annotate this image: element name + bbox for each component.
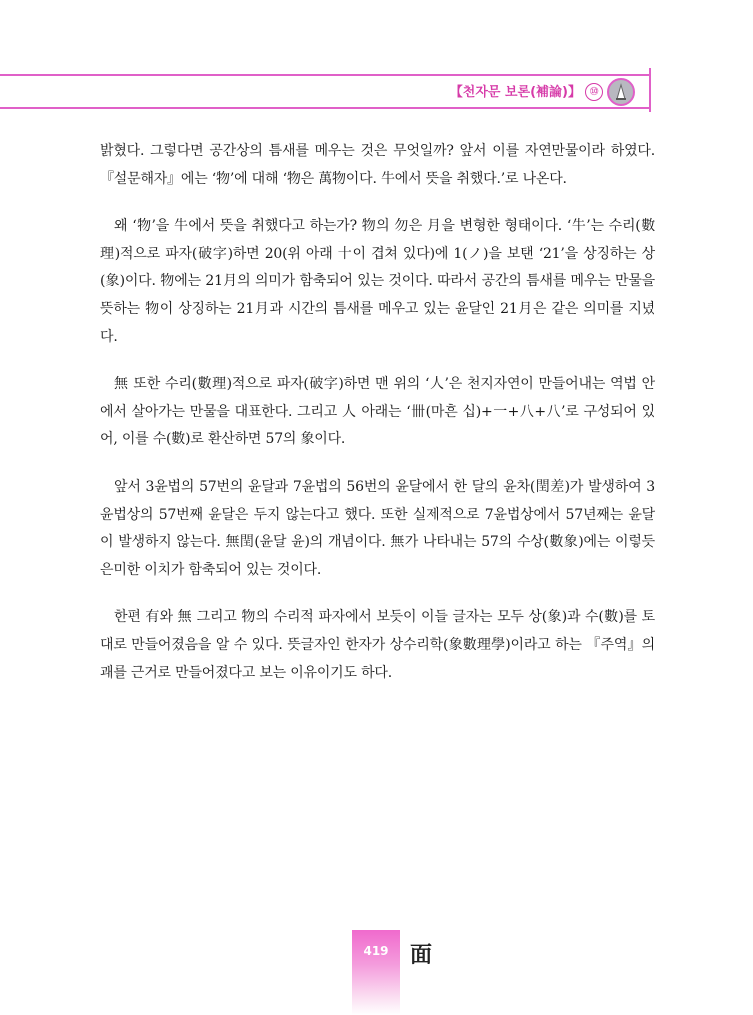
paragraph-1: 밝혔다. 그렇다면 공간상의 틈새를 메우는 것은 무엇일까? 앞서 이를 자연만물이라 하였다. 『설문해자』에는 ‘物’에 대해 ‘物은 萬物이다. 牛에서 뜻을 취했다.’로 나온다. <box>100 143 655 187</box>
header-rule-vertical <box>649 68 651 112</box>
running-header-title: 【천자문 보론(補論)】 <box>449 85 581 100</box>
paragraph-4: 앞서 3윤법의 57번의 윤달과 7윤법의 56번의 윤달에서 한 달의 윤차(閏差)가 발생하여 3윤법상의 57번째 윤달은 두지 않는다고 했다. 또한 실제적으로 7윤법상에서 57년째는 윤달이 발생하지 않는다. 無閏(윤달 윤)의 개념이다. 無가 나타내는 57의 수상(數象)에는 이렇듯 은미한 이치가 함축되어 있는 것이다. <box>100 478 655 578</box>
page-number-tab <box>352 930 400 1015</box>
header-rule-top <box>0 74 650 76</box>
paragraph-2: 왜 ‘物’을 牛에서 뜻을 취했다고 하는가? 物의 勿은 月을 변형한 형태이다. ‘牛’는 수리(數理)적으로 파자(破字)하면 20(위 아래 十이 겹쳐 있다)에 1(ノ)을 보탠 ‘21’을 상징하는 상(象)이다. 物에는 21月의 의미가 함축되어 있는 것이다. 따라서 공간의 틈새를 메우는 만물을 뜻하는 物이 상징하는 21月과 시간의 틈새를 메우고 있는 윤달인 21月은 같은 의미를 지녔다. <box>100 218 655 345</box>
page-number: 419 <box>363 944 389 958</box>
body-text <box>100 138 655 707</box>
paragraph-5: 한편 有와 無 그리고 物의 수리적 파자에서 보듯이 이들 글자는 모두 상(象)과 수(數)를 토대로 만들어졌음을 알 수 있다. 뜻글자인 한자가 상수리학(象數理學)이라고 하는 『주역』의 괘를 근거로 만들어졌다고 보는 이유이기도 하다. <box>100 609 655 681</box>
header-rule-bottom <box>0 107 650 109</box>
chapter-number-badge: ⑩ <box>585 83 603 101</box>
header-emblem-icon <box>607 78 635 106</box>
side-character: 面 <box>410 942 433 968</box>
running-header <box>450 81 603 101</box>
paragraph-3: 無 또한 수리(數理)적으로 파자(破字)하면 맨 위의 ‘人’은 천지자연이 만들어내는 역법 안에서 살아가는 만물을 대표한다. 그리고 人 아래는 ‘卌(마흔 십)+一+八+八’로 구성되어 있어, 이를 수(數)로 환산하면 57의 象이다. <box>100 376 655 448</box>
